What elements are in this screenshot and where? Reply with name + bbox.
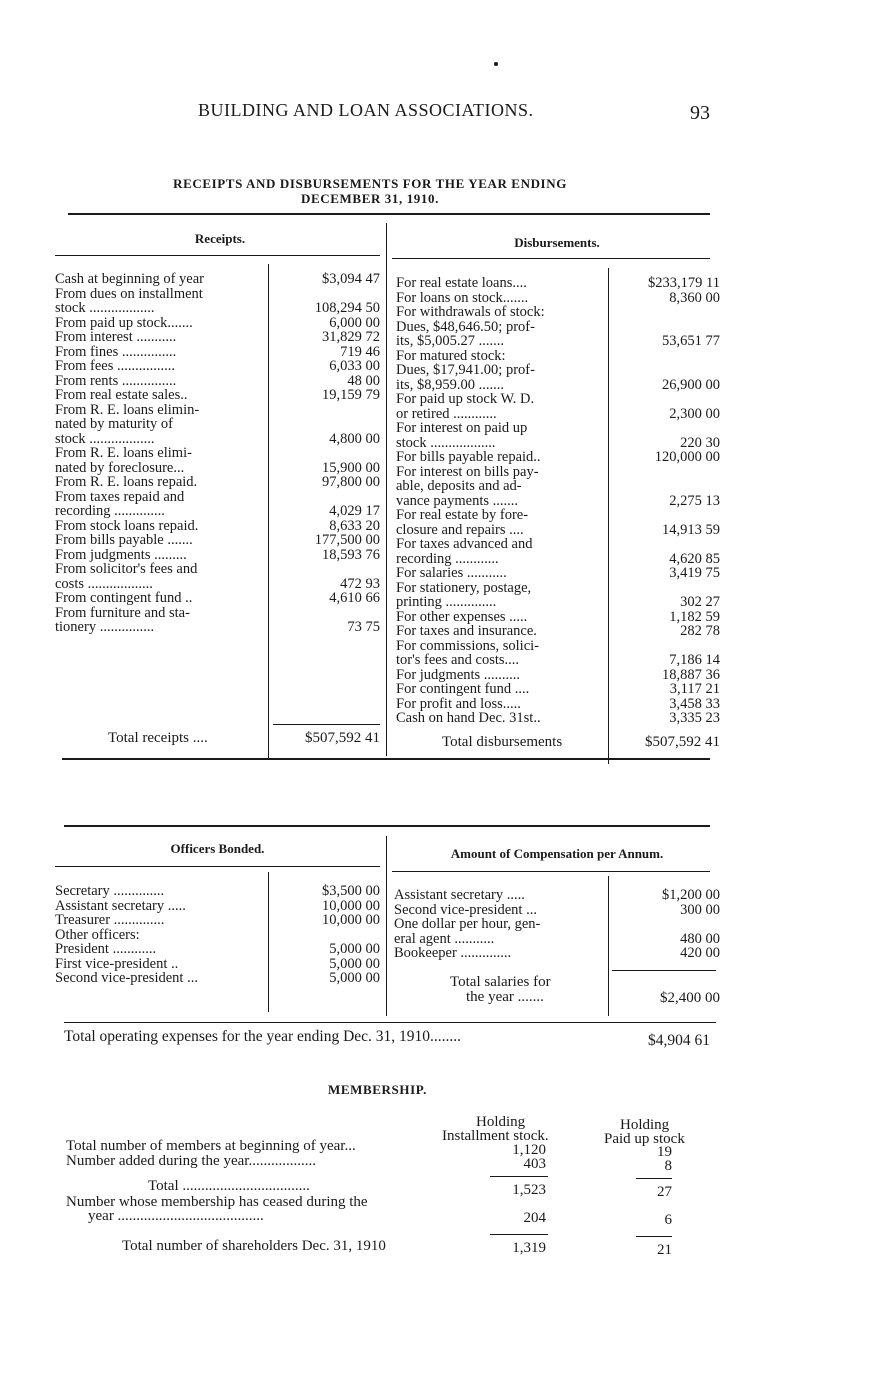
receipts-head-rule <box>55 255 380 256</box>
row-label: For salaries ........... <box>396 566 507 581</box>
row-label: For bills payable repaid.. <box>396 450 541 465</box>
table-row <box>396 697 720 712</box>
members-ceased-paidup: 6 <box>664 1212 672 1228</box>
table-row <box>396 639 720 654</box>
table-row <box>396 581 720 596</box>
installment-col-head-2: Installment stock. <box>442 1128 549 1144</box>
compensation-head-rule <box>392 871 710 872</box>
row-amount: 472 93 <box>340 575 380 592</box>
row-label: stock .................. <box>55 431 155 446</box>
row-amount: $233,179 11 <box>648 275 720 291</box>
shareholders-total-installment: 1,319 <box>512 1240 546 1256</box>
members-beginning-label: Total number of members at beginning of year... <box>66 1138 356 1154</box>
membership-subtotal-rule-2 <box>636 1178 672 1179</box>
officers-center-divider <box>386 836 387 1016</box>
table-row <box>55 504 380 519</box>
row-label: From interest ........... <box>55 330 177 345</box>
members-added-paidup: 8 <box>664 1158 672 1174</box>
table-row <box>396 450 720 465</box>
operating-expenses-label: Total operating expenses for the year ending Dec. 31, 1910........ <box>64 1028 462 1045</box>
table-row <box>55 432 380 447</box>
row-label: From furniture and sta- <box>55 605 190 620</box>
table-row <box>55 403 380 418</box>
compensation-total-rule <box>612 970 716 971</box>
table-row <box>396 508 720 523</box>
row-label: For matured stock: <box>396 348 506 363</box>
row-label: President ............ <box>55 942 157 957</box>
ink-speck <box>494 62 498 66</box>
row-label: From fines ............... <box>55 344 177 359</box>
row-amount: 2,300 00 <box>669 405 720 422</box>
members-total-paidup: 27 <box>657 1184 672 1200</box>
table-row <box>55 620 380 635</box>
row-amount: 18,887 36 <box>662 666 720 683</box>
table-row <box>396 566 720 581</box>
officers-table-bottom-rule <box>64 1022 716 1023</box>
table-row <box>55 490 380 505</box>
members-total-installment: 1,523 <box>512 1182 546 1198</box>
table-row <box>55 942 380 957</box>
row-label: or retired ............ <box>396 406 497 421</box>
table-row <box>396 624 720 639</box>
members-ceased-label-1: Number whose membership has ceased during the <box>66 1194 368 1210</box>
total-salaries-label-2: the year ....... <box>466 989 544 1005</box>
row-amount: 3,419 75 <box>669 565 720 581</box>
shareholders-total-paidup: 21 <box>657 1242 672 1258</box>
row-amount: 18,593 76 <box>322 546 380 563</box>
disbursements-head-rule <box>392 258 710 259</box>
row-label: vance payments ....... <box>396 493 519 508</box>
table-row <box>55 884 380 899</box>
row-amount: 5,000 00 <box>329 941 380 957</box>
row-label: For taxes advanced and <box>396 537 533 552</box>
row-amount: 420 00 <box>680 945 720 961</box>
row-label: closure and repairs .... <box>396 522 524 537</box>
row-amount: 15,900 00 <box>322 459 380 476</box>
row-label: For other expenses ..... <box>396 609 528 624</box>
paidup-col-head-1: Holding <box>620 1117 670 1133</box>
row-amount: 4,620 85 <box>669 550 720 567</box>
row-label: eral agent ........... <box>394 931 495 946</box>
table-row <box>396 479 720 494</box>
row-amount: 719 46 <box>340 343 380 360</box>
table-row <box>55 388 380 403</box>
row-label: nated by foreclosure... <box>55 460 185 475</box>
table-row <box>55 971 380 986</box>
row-label: Dues, $48,646.50; prof- <box>396 319 535 334</box>
table-row <box>394 888 720 903</box>
row-amount: 73 75 <box>347 619 380 635</box>
table-row <box>396 653 720 668</box>
table-row <box>55 519 380 534</box>
total-disbursements-amount: $507,592 41 <box>645 734 720 750</box>
table-row <box>396 291 720 306</box>
membership-subtotal-rule-1 <box>490 1176 548 1177</box>
total-salaries-label-1: Total salaries for <box>450 974 551 990</box>
table-row <box>55 899 380 914</box>
table-row <box>55 345 380 360</box>
row-amount: 4,800 00 <box>329 430 380 447</box>
row-amount: 300 00 <box>680 901 720 918</box>
table-row <box>396 363 720 378</box>
row-label: costs .................. <box>55 576 153 591</box>
table-row <box>396 668 720 683</box>
compensation-list <box>394 888 720 961</box>
statement-title-date: DECEMBER 31, 1910. <box>301 191 439 206</box>
members-beginning-paidup: 19 <box>657 1144 672 1160</box>
table-row <box>396 334 720 349</box>
operating-expenses-amount: $4,904 61 <box>648 1032 710 1049</box>
row-label: For withdrawals of stock: <box>396 305 545 320</box>
total-salaries-amount: $2,400 00 <box>660 990 720 1006</box>
row-label: For judgments .......... <box>396 667 521 682</box>
table-row <box>55 475 380 490</box>
table-row <box>396 436 720 451</box>
row-amount: 8,360 00 <box>669 289 720 306</box>
table-row <box>55 577 380 592</box>
row-amount: 480 00 <box>680 930 720 947</box>
members-total-label: Total .................................. <box>148 1178 310 1194</box>
row-amount: 282 78 <box>680 623 720 639</box>
table-row <box>55 957 380 972</box>
row-amount: 31,829 72 <box>322 329 380 345</box>
table-row <box>55 287 380 302</box>
receipts-list <box>55 272 380 635</box>
table-row <box>396 537 720 552</box>
officers-list <box>55 884 380 986</box>
receipts-heading: Receipts. <box>194 231 246 246</box>
row-amount: 220 30 <box>680 434 720 451</box>
row-amount: 177,500 00 <box>314 532 380 548</box>
row-label: From fees ................ <box>55 359 176 374</box>
row-amount: 5,000 00 <box>329 955 380 972</box>
total-receipts-label: Total receipts .... <box>108 730 208 746</box>
row-label: From dues on installment <box>55 286 203 301</box>
table-row <box>396 711 720 726</box>
table-row <box>55 316 380 331</box>
row-amount: 7,186 14 <box>669 652 720 668</box>
row-amount: 4,610 66 <box>329 590 380 606</box>
table-row <box>55 301 380 316</box>
row-amount: 6,000 00 <box>329 314 380 331</box>
center-divider <box>386 223 387 756</box>
table-row <box>55 330 380 345</box>
row-label: Dues, $17,941.00; prof- <box>396 363 535 378</box>
table-row <box>394 946 720 961</box>
row-amount: $3,500 00 <box>322 883 380 899</box>
membership-total-rule-2 <box>636 1236 672 1237</box>
table-row <box>396 552 720 567</box>
row-label: For commissions, solici- <box>396 638 539 653</box>
row-amount: 10,000 00 <box>322 912 380 928</box>
row-amount: 3,117 21 <box>669 681 720 697</box>
row-label: From R. E. loans repaid. <box>55 475 198 490</box>
table-row <box>55 562 380 577</box>
row-amount: 3,335 23 <box>669 710 720 726</box>
statement-title: RECEIPTS AND DISBURSEMENTS FOR THE YEAR ENDING <box>173 176 567 191</box>
table-row <box>396 276 720 291</box>
table-row <box>396 320 720 335</box>
compensation-heading: Amount of Compensation per Annum. <box>450 846 664 861</box>
page-number: 93 <box>690 102 710 124</box>
row-amount: 6,033 00 <box>329 358 380 374</box>
members-ceased-installment: 204 <box>523 1210 546 1226</box>
row-label: From R. E. loans elimin- <box>55 402 200 417</box>
table-row <box>55 548 380 563</box>
row-label: For real estate loans.... <box>396 276 527 291</box>
table-row <box>396 610 720 625</box>
row-label: From taxes repaid and <box>55 489 185 504</box>
row-label: For profit and loss..... <box>396 696 521 711</box>
row-amount: 5,000 00 <box>329 970 380 986</box>
row-label: From R. E. loans elimi- <box>55 446 192 461</box>
disbursements-list <box>396 276 720 726</box>
row-label: For interest on paid up <box>396 421 528 436</box>
row-amount: 10,000 00 <box>322 897 380 914</box>
row-label: stock .................. <box>55 301 155 316</box>
row-label: Second vice-president ... <box>55 971 198 986</box>
row-amount: 2,275 13 <box>669 492 720 509</box>
row-amount: 53,651 77 <box>662 333 720 349</box>
row-amount: 4,029 17 <box>329 503 380 519</box>
total-disbursements-label: Total disbursements <box>442 734 563 750</box>
row-label: Treasurer .............. <box>55 913 165 928</box>
receipts-total-rule <box>273 724 380 725</box>
row-label: recording .............. <box>55 504 165 519</box>
row-label: First vice-president .. <box>55 956 179 971</box>
row-label: nated by maturity of <box>55 417 173 432</box>
membership-total-rule-1 <box>490 1234 548 1235</box>
paidup-col-head-2: Paid up stock <box>604 1131 685 1147</box>
members-added-label: Number added during the year.................. <box>66 1153 316 1169</box>
members-added-installment: 403 <box>523 1156 546 1172</box>
row-label: printing .............. <box>396 595 497 610</box>
table-row <box>55 591 380 606</box>
shareholders-total-label: Total number of shareholders Dec. 31, 1910 <box>122 1238 386 1254</box>
row-amount: 108,294 50 <box>314 300 380 316</box>
row-amount: 19,159 79 <box>322 387 380 403</box>
row-label: For interest on bills pay- <box>396 464 539 479</box>
table-row <box>396 494 720 509</box>
row-label: From contingent fund .. <box>55 591 193 606</box>
row-label: For contingent fund .... <box>396 682 530 697</box>
row-label: From rents ............... <box>55 373 177 388</box>
officers-table-top-rule <box>64 825 710 827</box>
members-beginning-installment: 1,120 <box>512 1142 546 1158</box>
table-row <box>396 305 720 320</box>
row-label: tionery ............... <box>55 620 155 635</box>
table-bottom-rule <box>62 758 710 760</box>
table-row <box>55 446 380 461</box>
running-title: BUILDING AND LOAN ASSOCIATIONS. <box>198 100 534 120</box>
officers-head-rule <box>55 866 380 867</box>
row-label: its, $5,005.27 ....... <box>396 334 504 349</box>
officers-bonded-heading: Officers Bonded. <box>170 841 265 856</box>
row-label: From solicitor's fees and <box>55 562 198 577</box>
row-amount: 48 00 <box>347 372 380 389</box>
row-label: For taxes and insurance. <box>396 624 537 639</box>
row-label: Cash at beginning of year <box>55 272 204 287</box>
row-amount: 302 27 <box>680 594 720 610</box>
row-label: For real estate by fore- <box>396 508 529 523</box>
row-label: For loans on stock....... <box>396 290 529 305</box>
row-label: Secretary .............. <box>55 884 165 899</box>
row-label: Cash on hand Dec. 31st.. <box>396 711 541 726</box>
row-label: From judgments ......... <box>55 547 187 562</box>
row-amount: $3,094 47 <box>322 271 380 287</box>
row-label: recording ............ <box>396 551 499 566</box>
table-row <box>55 374 380 389</box>
table-row <box>55 461 380 476</box>
row-amount: 120,000 00 <box>654 449 720 465</box>
table-row <box>396 392 720 407</box>
table-row <box>396 349 720 364</box>
table-row <box>396 378 720 393</box>
row-label: Second vice-president ... <box>394 902 537 917</box>
row-label: its, $8,959.00 ....... <box>396 377 504 392</box>
row-label: One dollar per hour, gen- <box>394 917 541 932</box>
row-label: From paid up stock....... <box>55 315 193 330</box>
total-receipts-amount: $507,592 41 <box>305 730 380 746</box>
row-amount: $1,200 00 <box>662 887 720 903</box>
table-row <box>55 913 380 928</box>
table-row <box>396 682 720 697</box>
row-amount: 1,182 59 <box>669 608 720 625</box>
row-amount: 3,458 33 <box>669 695 720 712</box>
table-row <box>55 928 380 943</box>
table-row <box>55 606 380 621</box>
table-row <box>396 421 720 436</box>
row-label: From bills payable ....... <box>55 533 193 548</box>
table-row <box>396 407 720 422</box>
table-row <box>396 523 720 538</box>
table-row <box>55 359 380 374</box>
row-label: able, deposits and ad- <box>396 479 522 494</box>
table-top-rule <box>68 213 710 215</box>
table-row <box>55 533 380 548</box>
table-row <box>396 465 720 480</box>
row-amount: 97,800 00 <box>322 474 380 490</box>
row-label: From stock loans repaid. <box>55 518 199 533</box>
row-label: For paid up stock W. D. <box>396 392 535 407</box>
row-label: Assistant secretary ..... <box>55 898 186 913</box>
row-label: Bookeeper .............. <box>394 946 512 961</box>
members-ceased-label-2: year ....................................... <box>88 1208 264 1224</box>
table-row <box>396 595 720 610</box>
row-label: Other officers: <box>55 927 140 942</box>
table-row <box>55 272 380 287</box>
row-label: stock .................. <box>396 435 496 450</box>
row-label: From real estate sales.. <box>55 388 188 403</box>
installment-col-head-1: Holding <box>476 1114 526 1130</box>
table-row <box>55 417 380 432</box>
table-row <box>394 932 720 947</box>
row-label: tor's fees and costs.... <box>396 653 520 668</box>
row-label: For stationery, postage, <box>396 580 532 595</box>
membership-heading: MEMBERSHIP. <box>328 1082 427 1097</box>
disbursements-heading: Disbursements. <box>514 235 600 250</box>
table-row <box>394 917 720 932</box>
row-amount: 26,900 00 <box>662 376 720 393</box>
table-row <box>394 903 720 918</box>
row-label: Assistant secretary ..... <box>394 888 525 903</box>
row-amount: 14,913 59 <box>662 521 720 538</box>
row-amount: 8,633 20 <box>329 517 380 534</box>
